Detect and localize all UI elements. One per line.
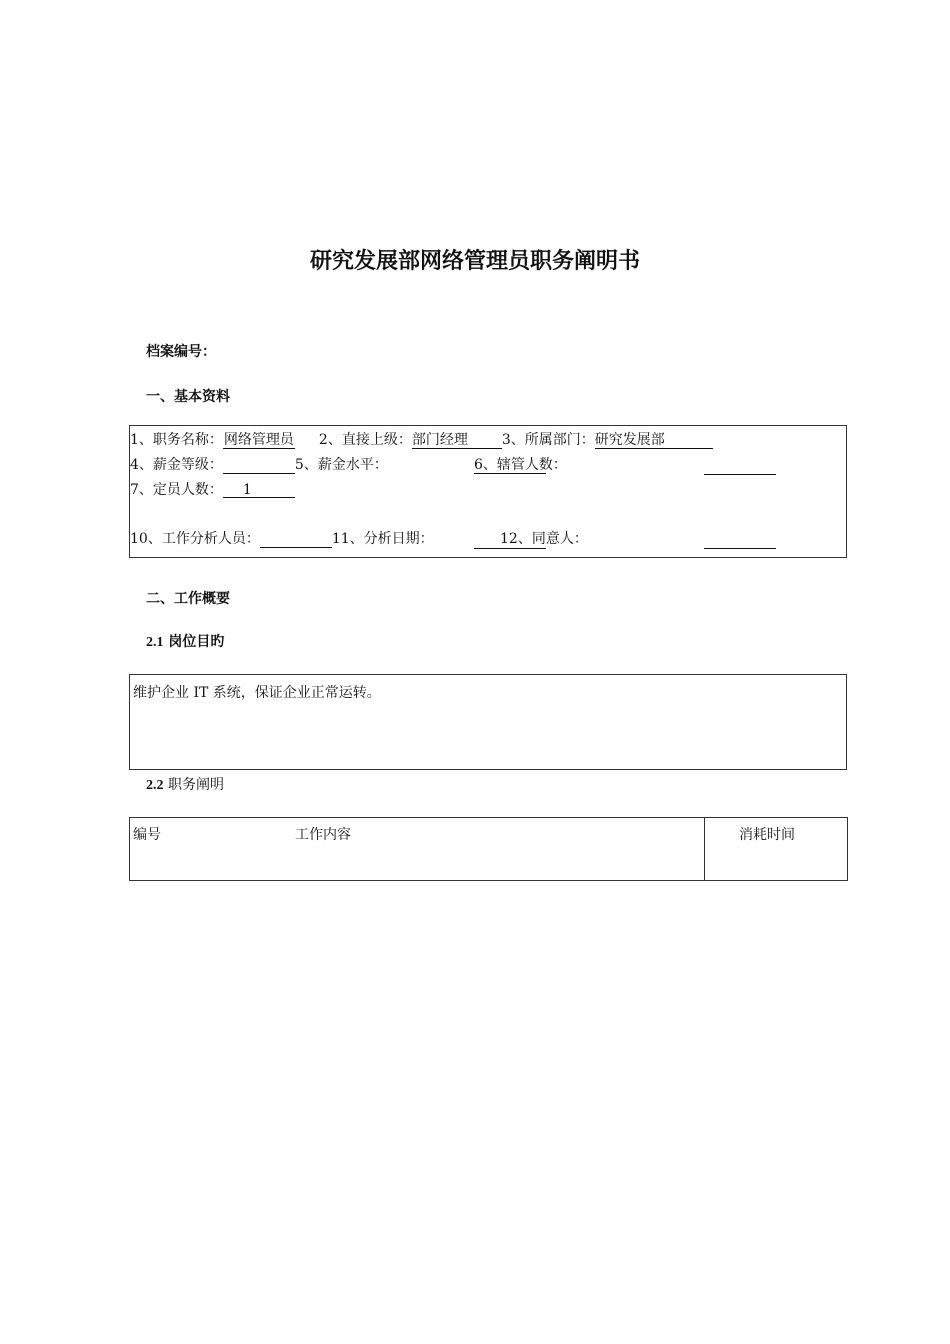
table-column-divider [704, 818, 705, 880]
subordinates-label: 6、辖管人数： [474, 457, 567, 473]
duties-heading [146, 774, 224, 794]
analyst-field[interactable] [260, 530, 332, 548]
section-basic-info-heading: 一、基本资料 [146, 389, 230, 405]
analysis-date-label: 11、分析日期： [331, 531, 434, 547]
purpose-text: 维护企业 IT 系统，保证企业正常运转。 [133, 685, 381, 701]
superior-label: 2、直接上级： [318, 432, 412, 448]
basic-info-row-3 [130, 481, 295, 499]
superior-field[interactable]: 部门经理 [412, 431, 502, 449]
purpose-label: 岗位目旳 [168, 634, 225, 650]
file-number-label: 档案编号： [146, 344, 216, 360]
duties-label: 职务阐明 [167, 777, 224, 793]
salary-grade-field[interactable] [223, 456, 295, 474]
job-name-label: 1、职务名称： [130, 432, 223, 448]
headcount-field[interactable]: 1 [223, 481, 295, 498]
department-field[interactable]: 研究发展部 [595, 431, 713, 449]
headcount-label: 7、定员人数： [130, 482, 223, 498]
purpose-box [129, 674, 847, 770]
purpose-heading [146, 631, 224, 651]
job-name-field[interactable]: 网络管理员 [223, 432, 294, 448]
purpose-number: 2.1 [146, 635, 164, 650]
page-title: 研究发展部网络管理员职务阐明书 [309, 249, 640, 274]
approver-label: 12、同意人： [500, 531, 588, 547]
duties-table [129, 817, 848, 881]
basic-info-row-2 [130, 456, 388, 474]
approver-field[interactable] [704, 548, 776, 549]
table-header-time: 消耗时间 [739, 827, 795, 843]
subordinates-field[interactable] [704, 474, 776, 475]
basic-info-row-4 [130, 530, 434, 548]
section-work-summary-heading: 二、工作概要 [146, 591, 230, 607]
table-header-content: 工作内容 [295, 827, 351, 843]
salary-grade-label: 4、薪金等级： [130, 457, 223, 473]
basic-info-box [129, 425, 847, 558]
department-label: 3、所属部门： [501, 432, 595, 448]
table-header-number: 编号 [133, 827, 161, 843]
duties-number: 2.2 [146, 778, 164, 793]
subordinates-group [474, 456, 567, 474]
salary-level-label: 5、薪金水平： [294, 457, 388, 473]
basic-info-row-1 [130, 431, 713, 449]
analyst-label: 10、工作分析人员： [130, 531, 260, 547]
analysis-date-field[interactable] [474, 548, 546, 549]
